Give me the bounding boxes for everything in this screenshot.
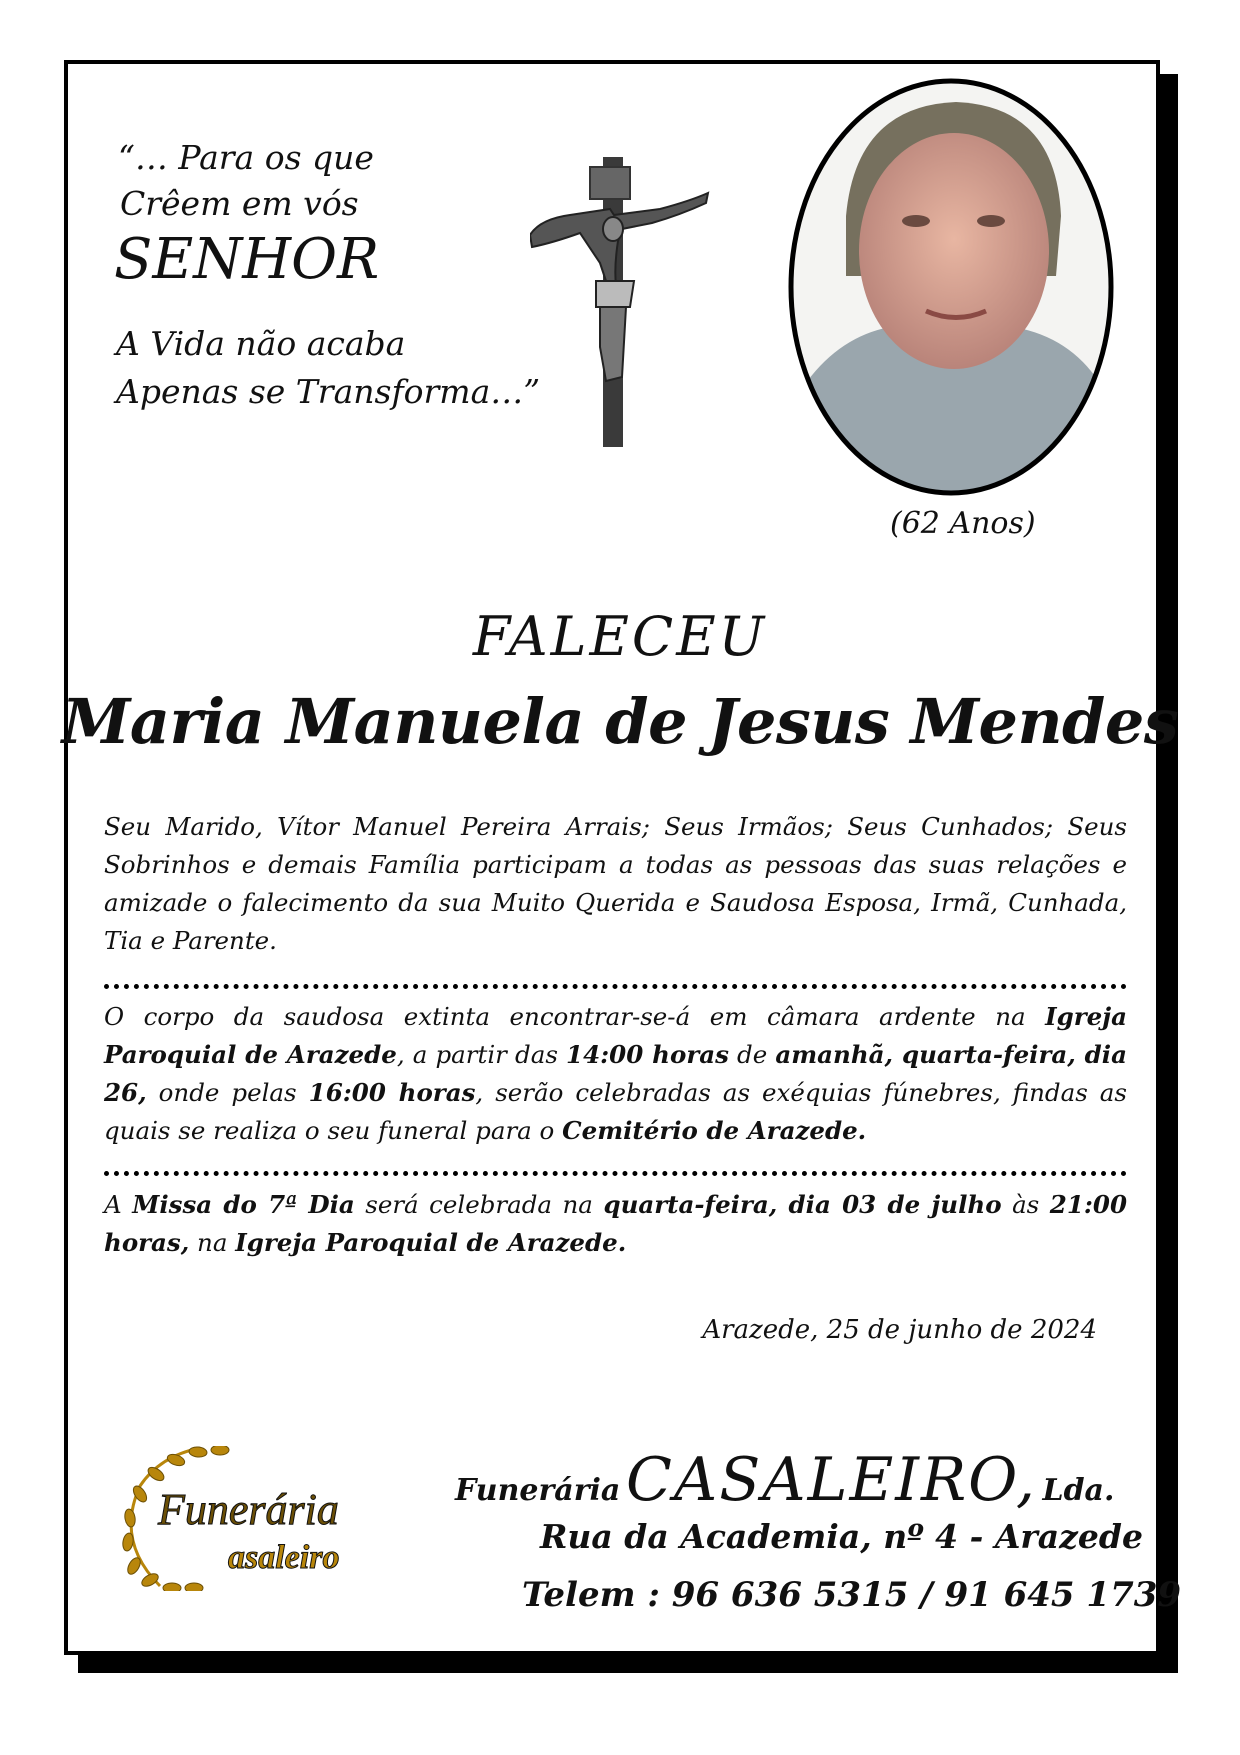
dotted-divider: [104, 984, 1127, 989]
family-announcement: Seu Marido, Vítor Manuel Pereira Arrais; Seus Irmãos; Seus Cunhados; Seus Sobrinhos e demais Família participam a todas as pessoas das suas relações e amizade o falecimento da sua Muito Querida e Saudosa Esposa, Irmã, Cunhada, Tia e Parente.: [104, 812, 1127, 955]
funeral-home-address: Rua da Academia, nº 4 - Arazede: [540, 1517, 1143, 1556]
dotted-divider: [104, 1171, 1127, 1176]
quote-senhor: SENHOR: [114, 227, 380, 292]
crucifix-icon: [530, 157, 710, 447]
mass-details: A Missa do 7ª Dia será celebrada na quarta-feira, dia 03 de julho às 21:00 horas, na Igreja Paroquial de Arazede.: [104, 1190, 1128, 1257]
funeral-home-phone: Telem : 96 636 5315 / 91 645 1739: [522, 1575, 1182, 1615]
deceased-portrait: [786, 76, 1116, 498]
funeral-home-logo: [120, 1446, 420, 1591]
heading-faleceu: FALECEU: [472, 605, 768, 668]
quote-line: A Vida não acaba: [116, 324, 406, 363]
funeral-details: O corpo da saudosa extinta encontrar-se-á em câmara ardente na Igreja Paroquial de Arazede, a partir das 14:00 horas de amanhã, quarta-feira, dia 26, onde pelas 16:00 horas, serão celebradas as exéquias fúnebres, findas as quais se realiza o seu funeral para o Cemitério de Arazede.: [104, 1002, 1127, 1145]
deceased-name: Maria Manuela de Jesus Mendes: [61, 685, 1179, 758]
funeral-home-name: Funerária CASALEIRO, Lda.: [455, 1445, 1115, 1515]
logo-text-funeraria: Funerária: [158, 1485, 339, 1534]
logo-text-casaleiro: asaleiro: [228, 1539, 340, 1576]
quote-line: Apenas se Transforma…”: [116, 372, 541, 411]
age-label: (62 Anos): [890, 506, 1036, 541]
place-date: Arazede, 25 de junho de 2024: [702, 1315, 1097, 1345]
quote-line: Crêem em vós: [120, 184, 359, 223]
quote-line: “… Para os que: [118, 138, 374, 177]
